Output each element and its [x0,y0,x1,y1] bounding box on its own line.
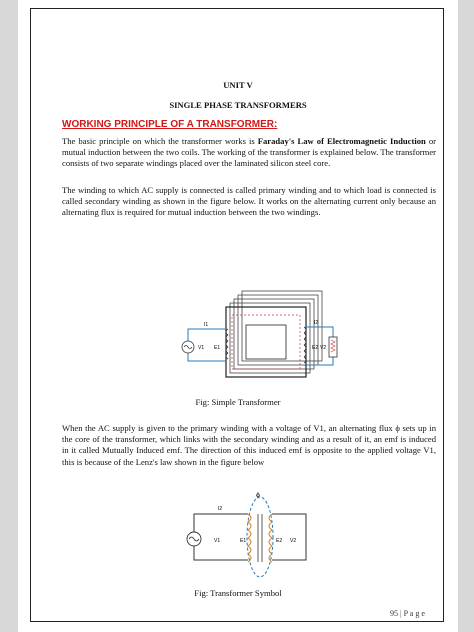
label-v1: V1 [214,538,221,544]
label-e1: E1 [240,538,247,544]
label-v2: V2 [320,345,327,351]
footer-separator: | [398,609,404,618]
label-v2: V2 [290,538,297,544]
figure-2-caption: Fig: Transformer Symbol [194,588,282,598]
label-i1: I1 [204,322,209,328]
paragraph-3: When the AC supply is given to the primary winding with a voltage of V1, an alternating flux ϕ sets up in the core of the transformer, which links with the secondary winding and as a result of it, an emf is induced in it called Mutually Induced emf. The direction of this induced emf is opposite to the applied voltage V1, this is because of the Lenz's law shown in the figure below [62,423,436,467]
secondary-coil [269,514,272,562]
label-e2: E2 [312,345,319,351]
flux-loop [247,497,273,577]
label-e2: E2 [276,538,283,544]
unit-title: UNIT V [223,80,253,90]
para1-text-rest: or mutual induction between the two coils. The working of the transformer is explained below. The transformer consists of two separate windings placed over the laminated silicon steel core. [62,136,436,169]
laminated-core [226,291,322,377]
label-i2: I2 [314,320,319,326]
document-page [18,0,458,632]
para1-text: The basic principle on which the transformer works is [62,136,258,146]
page-footer [390,609,425,618]
chapter-title: SINGLE PHASE TRANSFORMERS [169,100,307,110]
label-e1: E1 [214,345,221,351]
figure-1-caption: Fig: Simple Transformer [195,397,281,407]
paragraph-2: The winding to which AC supply is connected is called primary winding and to which load is connected is called secondary winding as shown in the figure below. It works on the alternating current only because an alternating flux is required for mutual induction between the two windings. [62,185,436,218]
label-phi: ϕ [256,492,260,499]
simple-transformer-figure [168,285,348,385]
page-number: 95 [390,609,398,618]
paragraph-1 [62,136,436,170]
faraday-law-bold: Faraday's Law of Electromagnetic Induction [257,136,426,146]
page-word: P a g e [403,609,425,618]
primary-coil [248,514,251,562]
label-i2: I2 [218,506,223,512]
primary-winding [226,329,228,359]
section-heading: WORKING PRINCIPLE OF A TRANSFORMER: [62,119,278,130]
transformer-symbol-figure [178,490,318,580]
label-v1: V1 [198,345,205,351]
